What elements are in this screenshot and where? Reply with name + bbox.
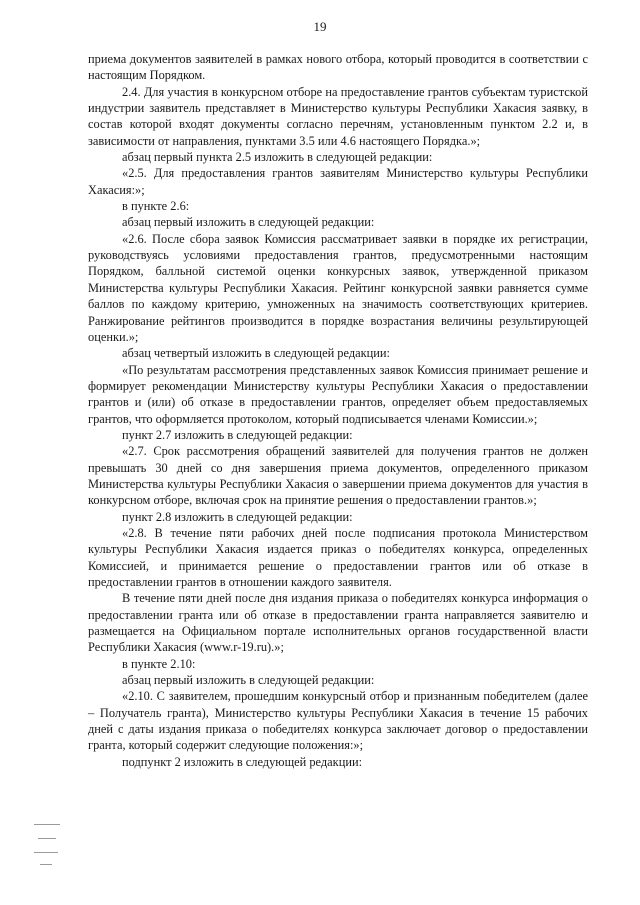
paragraph: пункт 2.8 изложить в следующей редакции: xyxy=(122,509,353,524)
paragraph: «2.6. После сбора заявок Комиссия рассматривает заявки в порядке их регистрации, руководствуясь условиями предоставления грантов, предусмотренными настоящим Порядком, балльной системой оценки конкурсных заявок, утвержденной приказом Министерства культуры Республики Хакасия. Рейтинг конкурсной заявки равняется сумме баллов по каждому критерию, умноженных на значимость соответствующих критериев. Ранжирование рейтингов производится в порядке возрастания величины результирующей оценки.»; xyxy=(88,231,588,344)
paragraph: в пункте 2.10: xyxy=(122,656,196,671)
paragraph: абзац первый изложить в следующей редакции: xyxy=(122,673,375,688)
document-body xyxy=(88,51,588,770)
scan-artifact-mark xyxy=(38,838,56,839)
paragraph: подпункт 2 изложить в следующей редакции: xyxy=(122,754,363,769)
paragraph: «2.7. Срок рассмотрения обращений заявителей для получения грантов не должен превышать 30 дней со дня завершения приема документов, определенного приказом Министерства культуры Республики Хакасия о завершении приема документов для участия в конкурсном отборе, включая срок на принятие решения о предоставлении грантов.»; xyxy=(88,444,588,508)
paragraph: абзац первый изложить в следующей редакции: xyxy=(122,215,375,230)
paragraph: В течение пяти дней после дня издания приказа о победителях конкурса информация о предоставлении гранта или об отказе в предоставлении гранта направляется заявителю и размещается на Официальном портале исполнительных органов государственной власти Республики Хакасия (www.r-19.ru).»; xyxy=(88,591,588,655)
scan-artifact xyxy=(34,824,64,874)
page-number: 19 xyxy=(313,19,327,34)
paragraph: абзац четвертый изложить в следующей редакции: xyxy=(122,346,390,361)
paragraph: абзац первый пункта 2.5 изложить в следующей редакции: xyxy=(122,150,433,165)
paragraph: «По результатам рассмотрения представленных заявок Комиссия принимает решение и формирует рекомендации Министерству культуры Республики Хакасия о предоставлении грантов и (или) об отказе в предоставлении грантов, определяет объем предоставляемых грантов, что оформляется протоколом, который подписывается членами Комиссии.»; xyxy=(88,362,588,426)
paragraph: 2.4. Для участия в конкурсном отборе на предоставление грантов субъектам туристской индустрии заявитель представляет в Министерство культуры Республики Хакасия заявку, в состав которой входят документы согласно перечням, установленным пунктом 2.2 и, в зависимости от направления, пунктами 3.5 или 4.6 настоящего Порядка.»; xyxy=(88,84,588,148)
paragraph: приема документов заявителей в рамках нового отбора, который проводится в соответствии с настоящим Порядком. xyxy=(88,52,588,83)
paragraph: «2.8. В течение пяти рабочих дней после подписания протокола Министерством культуры Республики Хакасия издается приказ о победителях конкурса, определенных Комиссией, и принимается решение о предоставлении грантов или об отказе в предоставлении грантов в отношении каждого заявителя. xyxy=(88,525,588,589)
paragraph: «2.5. Для предоставления грантов заявителям Министерство культуры Республики Хакасия:»; xyxy=(88,166,588,197)
scan-artifact-mark xyxy=(34,824,60,825)
scan-artifact-mark xyxy=(40,864,52,865)
paragraph: в пункте 2.6: xyxy=(122,199,190,214)
paragraph: пункт 2.7 изложить в следующей редакции: xyxy=(122,427,353,442)
paragraph: «2.10. С заявителем, прошедшим конкурсный отбор и признанным победителем (далее – Получатель гранта), Министерство культуры Республики Хакасия в течение 15 рабочих дней с даты издания приказа о победителях конкурса заключает договор о предоставлении гранта, который содержит следующие положения:»; xyxy=(88,689,588,753)
scan-artifact-mark xyxy=(34,852,58,853)
